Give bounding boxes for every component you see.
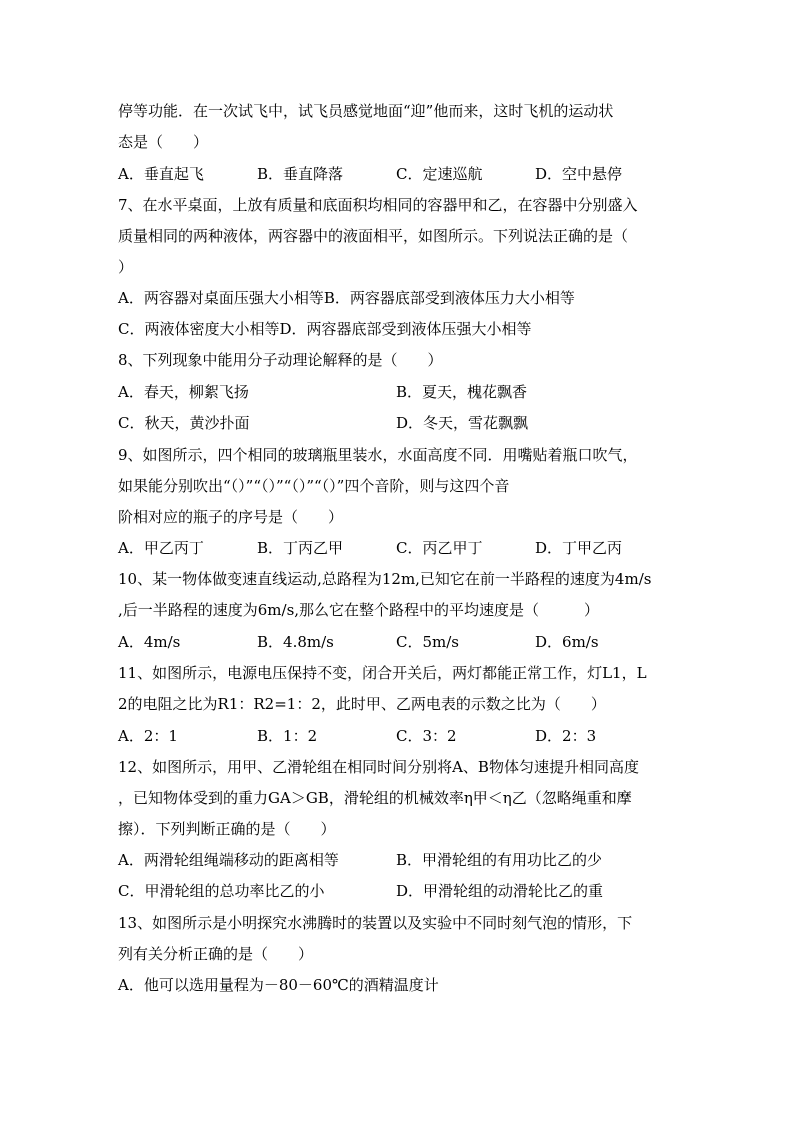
- q9-option-c: C．丙乙甲丁: [396, 539, 483, 557]
- q10-option-b: B．4.8m/s: [257, 633, 334, 651]
- text-line: ,后一半路程的速度为6m/s,那么它在整个路程中的平均速度是（ ）: [118, 601, 600, 619]
- text-line: 列有关分析正确的是（ ）: [118, 945, 314, 963]
- q6-option-a: A．垂直起飞: [118, 165, 204, 183]
- q8-option-b: B．夏天，槐花飘香: [396, 383, 528, 401]
- q11-option-a: A．2：1: [118, 727, 178, 745]
- q9-option-d: D．丁甲乙丙: [535, 539, 623, 557]
- question-8-line: 8、下列现象中能用分子动理论解释的是（ ）: [118, 351, 443, 369]
- question-13-line: 13、如图所示是小明探究水沸腾时的装置以及实验中不同时刻气泡的情形，下: [118, 914, 633, 932]
- q10-option-c: C．5m/s: [396, 633, 459, 651]
- q12-option-d: D．甲滑轮组的动滑轮比乙的重: [396, 882, 604, 900]
- text-line: 如果能分别吹出“（）”“（）”“（）”“（）”四个音阶，则与这四个音: [118, 477, 510, 495]
- q8-option-d: D．冬天，雪花飘飘: [396, 414, 529, 432]
- q11-option-d: D．2：3: [535, 727, 597, 745]
- q11-option-c: C．3：2: [396, 727, 457, 745]
- question-12-line: 12、如图所示，用甲、乙滑轮组在相同时间分别将A、B物体匀速提升相同高度: [118, 758, 639, 776]
- q6-option-b: B．垂直降落: [257, 165, 344, 183]
- q9-option-b: B．丁丙乙甲: [257, 539, 344, 557]
- q8-option-a: A．春天，柳絮飞扬: [118, 383, 249, 401]
- q13-option-a: A．他可以选用量程为－80－60℃的酒精温度计: [118, 976, 439, 994]
- q7-options-cd: C．两液体密度大小相等D．两容器底部受到液体压强大小相等: [118, 320, 532, 338]
- q10-option-a: A．4m/s: [118, 633, 181, 651]
- q12-option-a: A．两滑轮组绳端移动的距离相等: [118, 851, 339, 869]
- q6-option-c: C．定速巡航: [396, 165, 483, 183]
- text-line: 阶相对应的瓶子的序号是（ ）: [118, 508, 344, 526]
- text-line: 态是（ ）: [118, 133, 209, 151]
- question-11-line: 11、如图所示，电源电压保持不变，闭合开关后，两灯都能正常工作，灯L1，L: [118, 664, 647, 682]
- text-line: ）: [118, 258, 134, 276]
- q10-option-d: D．6m/s: [535, 633, 599, 651]
- q7-options-ab: A．两容器对桌面压强大小相等B．两容器底部受到液体压力大小相等: [118, 289, 575, 307]
- question-9-line: 9、如图所示，四个相同的玻璃瓶里装水，水面高度不同．用嘴贴着瓶口吹气，: [118, 446, 638, 464]
- question-10-line: 10、某一物体做变速直线运动,总路程为12m,已知它在前一半路程的速度为4m/s: [118, 570, 652, 588]
- text-line: 停等功能．在一次试飞中，试飞员感觉地面“迎”他而来，这时飞机的运动状: [118, 102, 614, 120]
- question-7-line: 7、在水平桌面，上放有质量和底面积均相同的容器甲和乙，在容器中分别盛入: [118, 196, 638, 214]
- q8-option-c: C．秋天，黄沙扑面: [118, 414, 250, 432]
- q6-option-d: D．空中悬停: [535, 165, 623, 183]
- q11-option-b: B．1：2: [257, 727, 318, 745]
- q9-option-a: A．甲乙丙丁: [118, 539, 204, 557]
- q12-option-c: C．甲滑轮组的总功率比乙的小: [118, 882, 325, 900]
- text-line: 擦）．下列判断正确的是（ ）: [118, 820, 336, 838]
- text-line: 2的电阻之比为R1：R2=1：2，此时甲、乙两电表的示数之比为（ ）: [118, 695, 606, 713]
- text-line: 质量相同的两种液体，两容器中的液面相平，如图所示。下列说法正确的是（: [118, 227, 629, 245]
- q12-option-b: B．甲滑轮组的有用功比乙的少: [396, 851, 603, 869]
- text-line: ，已知物体受到的重力GA＞GB，滑轮组的机械效率η甲＜η乙（忽略绳重和摩: [118, 789, 632, 807]
